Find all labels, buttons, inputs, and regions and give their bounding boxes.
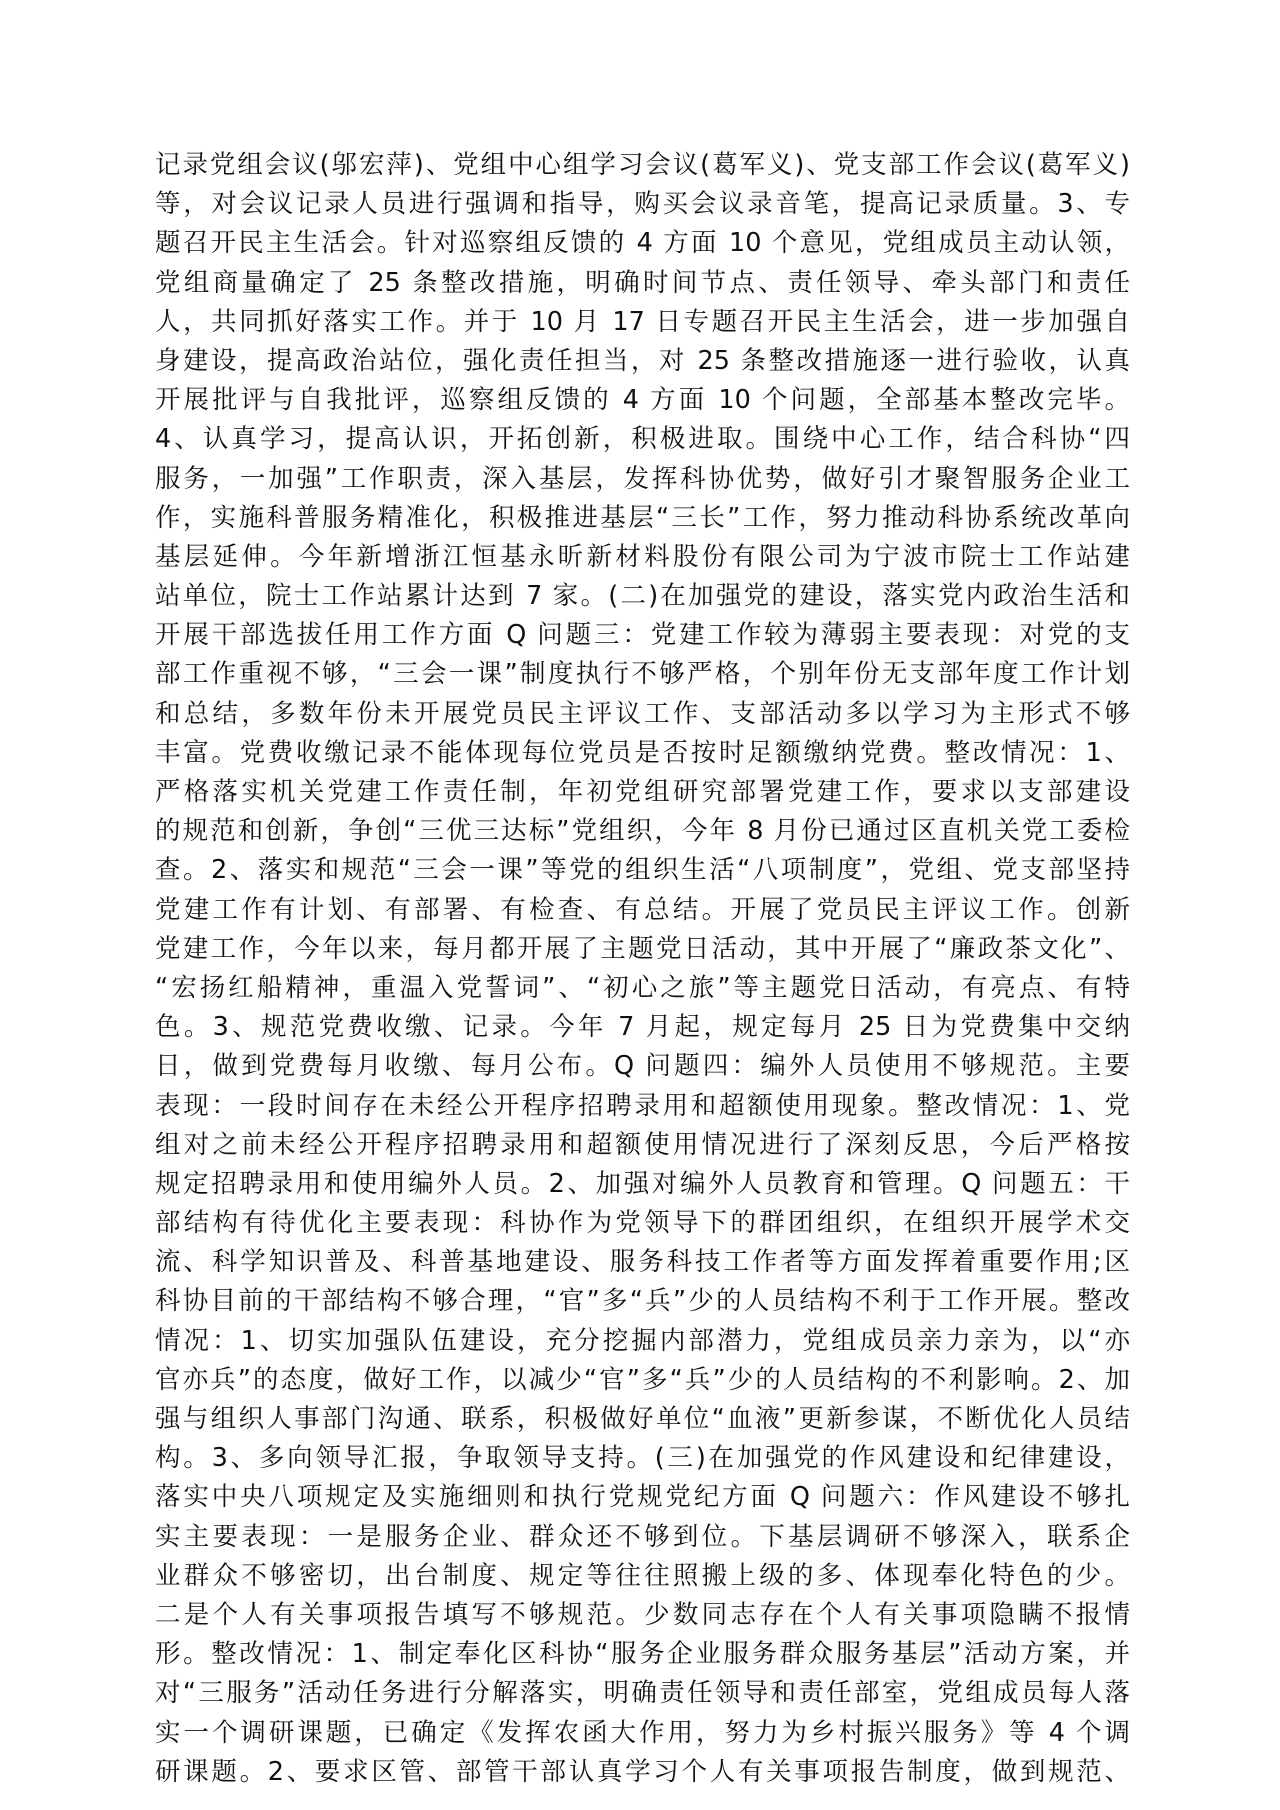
text-line: 作，实施科普服务精准化，积极推进基层“三长”工作，努力推动科协系统改革向: [155, 502, 1130, 533]
text-line: 等，对会议记录人员进行强调和指导，购买会议录音笔，提高记录质量。3、专: [155, 189, 1130, 220]
text-line: 业群众不够密切，出台制度、规定等往往照搬上级的多、体现奉化特色的少。: [155, 1560, 1130, 1591]
text-line: 身建设，提高政治站位，强化责任担当，对 25 条整改措施逐一进行验收，认真: [155, 345, 1130, 376]
text-line: 科协目前的干部结构不够合理，“官”多“兵”少的人员结构不利于工作开展。整改: [155, 1286, 1130, 1317]
text-line: 日，做到党费每月收缴、每月公布。Q 问题四：编外人员使用不够规范。主要: [155, 1051, 1130, 1082]
text-line: 二是个人有关事项报告填写不够规范。少数同志存在个人有关事项隐瞒不报情: [155, 1599, 1130, 1630]
text-line: 构。3、多向领导汇报，争取领导支持。(三)在加强党的作风建设和纪律建设，: [155, 1443, 1130, 1474]
text-line: 党建工作有计划、有部署、有检查、有总结。开展了党员民主评议工作。创新: [155, 894, 1130, 925]
text-line: 实主要表现：一是服务企业、群众还不够到位。下基层调研不够深入，联系企: [155, 1521, 1130, 1552]
text-line: 部结构有待优化主要表现：科协作为党领导下的群团组织，在组织开展学术交: [155, 1208, 1130, 1239]
text-line: 严格落实机关党建工作责任制，年初党组研究部署党建工作，要求以支部建设: [155, 777, 1130, 807]
text-line: 人，共同抓好落实工作。并于 10 月 17 日专题召开民主生活会，进一步加强自: [155, 306, 1130, 337]
text-line: 4、认真学习，提高认识，开拓创新，积极进取。围绕中心工作，结合科协“四: [155, 424, 1130, 455]
text-line: 题召开民主生活会。针对巡察组反馈的 4 方面 10 个意见，党组成员主动认领，: [155, 228, 1130, 259]
text-line: “宏扬红船精神，重温入党誓词”、“初心之旅”等主题党日活动，有亮点、有特: [155, 972, 1130, 1003]
text-line: 记录党组会议(邬宏萍)、党组中心组学习会议(葛军义)、党支部工作会议(葛军义): [155, 150, 1130, 180]
text-line: 规定招聘录用和使用编外人员。2、加强对编外人员教育和管理。Q 问题五：干: [155, 1168, 1130, 1199]
text-line: 开展干部选拔任用工作方面 Q 问题三：党建工作较为薄弱主要表现：对党的支: [155, 620, 1130, 651]
text-line: 开展批评与自我批评，巡察组反馈的 4 方面 10 个问题，全部基本整改完毕。: [155, 385, 1130, 416]
text-line: 基层延伸。今年新增浙江恒基永昕新材料股份有限公司为宁波市院士工作站建: [155, 541, 1130, 572]
text-line: 党组商量确定了 25 条整改措施，明确时间节点、责任领导、牵头部门和责任: [155, 267, 1130, 298]
text-line: 站单位，院士工作站累计达到 7 家。(二)在加强党的建设，落实党内政治生活和: [155, 581, 1130, 612]
text-line: 实一个调研课题，已确定《发挥农函大作用，努力为乡村振兴服务》等 4 个调: [155, 1717, 1130, 1748]
text-line: 组对之前未经公开程序招聘录用和超额使用情况进行了深刻反思，今后严格按: [155, 1129, 1130, 1160]
text-line: 和总结，多数年份未开展党员民主评议工作、支部活动多以学习为主形式不够: [155, 698, 1130, 729]
text-line: 对“三服务”活动任务进行分解落实，明确责任领导和责任部室，党组成员每人落: [155, 1678, 1130, 1709]
text-line: 强与组织人事部门沟通、联系，积极做好单位“血液”更新参谋，不断优化人员结: [155, 1404, 1130, 1434]
text-line: 的规范和创新，争创“三优三达标”党组织，今年 8 月份已通过区直机关党工委检: [155, 816, 1130, 847]
text-line: 流、科学知识普及、科普基地建设、服务科技工作者等方面发挥着重要作用;区: [155, 1247, 1130, 1278]
text-line: 官亦兵”的态度，做好工作，以减少“官”多“兵”少的人员结构的不利影响。2、加: [155, 1364, 1130, 1395]
text-line: 研课题。2、要求区管、部管干部认真学习个人有关事项报告制度，做到规范、: [155, 1756, 1130, 1787]
text-line: 情况：1、切实加强队伍建设，充分挖掘内部潜力，党组成员亲力亲为，以“亦: [155, 1325, 1130, 1356]
text-line: 服务，一加强”工作职责，深入基层，发挥科协优势，做好引才聚智服务企业工: [155, 463, 1130, 494]
text-line: 落实中央八项规定及实施细则和执行党规党纪方面 Q 问题六：作风建设不够扎: [155, 1482, 1130, 1513]
text-line: 查。2、落实和规范“三会一课”等党的组织生活“八项制度”，党组、党支部坚持: [155, 855, 1130, 886]
text-line: 形。整改情况：1、制定奉化区科协“服务企业服务群众服务基层”活动方案，并: [155, 1639, 1130, 1670]
text-line: 丰富。党费收缴记录不能体现每位党员是否按时足额缴纳党费。整改情况：1、: [155, 737, 1130, 768]
document-body: [155, 146, 1130, 1792]
text-line: 党建工作，今年以来，每月都开展了主题党日活动，其中开展了“廉政茶文化”、: [155, 933, 1130, 964]
text-line: 表现：一段时间存在未经公开程序招聘录用和超额使用现象。整改情况：1、党: [155, 1090, 1130, 1121]
text-line: 部工作重视不够，“三会一课”制度执行不够严格，个别年份无支部年度工作计划: [155, 659, 1130, 690]
text-line: 色。3、规范党费收缴、记录。今年 7 月起，规定每月 25 日为党费集中交纳: [155, 1012, 1130, 1043]
